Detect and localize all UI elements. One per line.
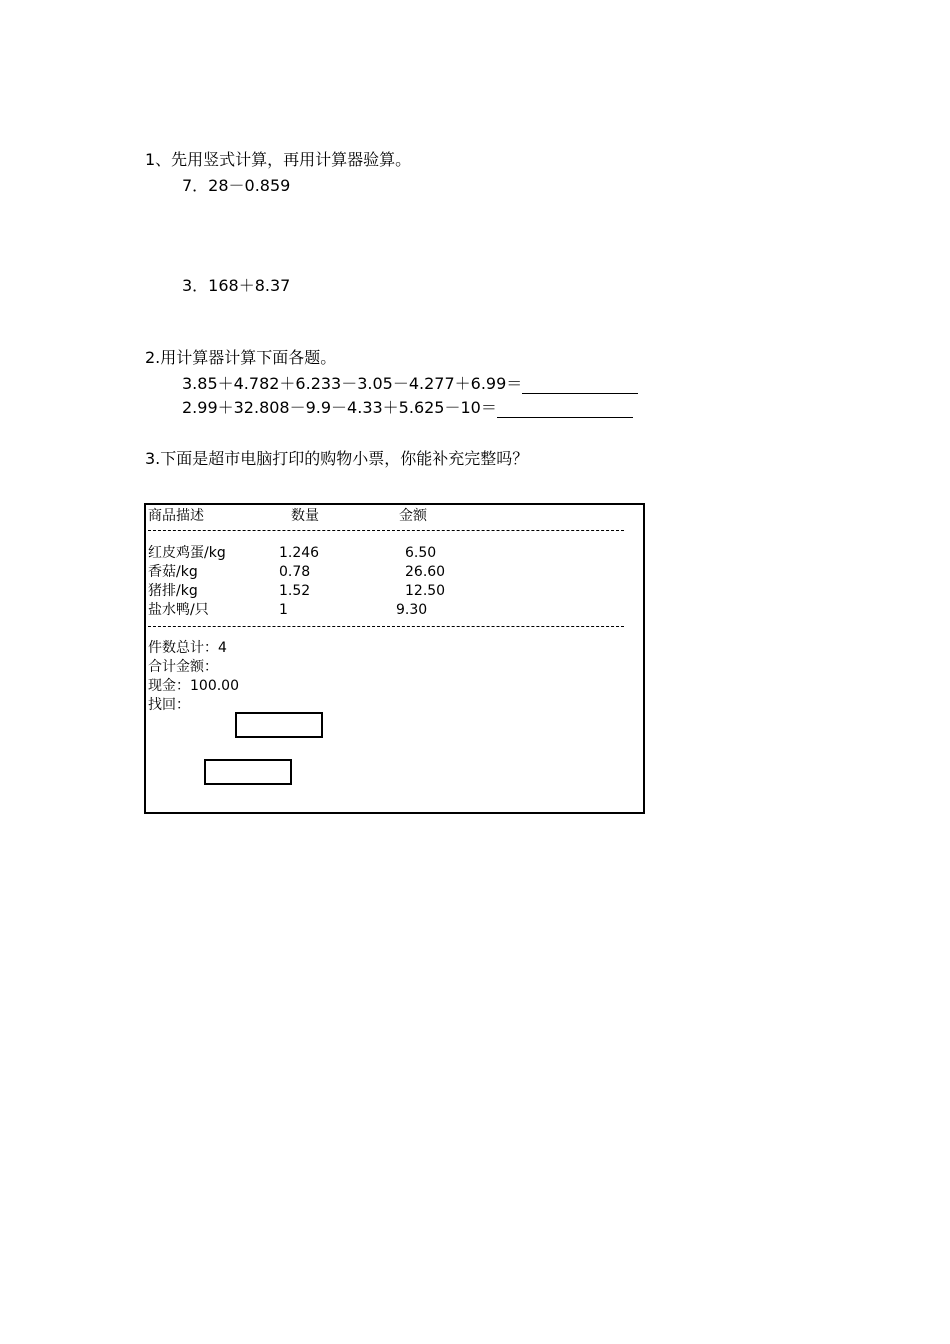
receipt-item-amount: 6.50 <box>405 545 437 561</box>
receipt-header-amount: 金额 <box>399 508 427 524</box>
receipt-item-name: 香菇/kg <box>148 564 198 580</box>
q2-expression-2: 2.99＋32.808－9.9－4.33＋5.625－10＝ <box>182 398 497 417</box>
receipt-header-quantity: 数量 <box>291 508 319 524</box>
q2-line-1 <box>182 374 638 394</box>
receipt-item-amount: 9.30 <box>396 602 428 618</box>
total-answer-box[interactable] <box>235 712 323 738</box>
receipt-item-qty: 1 <box>279 602 288 618</box>
receipt-header-item: 商品描述 <box>148 508 204 524</box>
q3-title: 3.下面是超市电脑打印的购物小票，你能补充完整吗？ <box>145 449 529 468</box>
change-answer-box[interactable] <box>204 759 292 785</box>
q1-title: 1、先用竖式计算，再用计算器验算。 <box>145 150 412 169</box>
receipt-item-qty: 1.246 <box>279 545 320 561</box>
receipt-item-qty: 0.78 <box>279 564 311 580</box>
receipt-cash: 现金：100.00 <box>148 678 239 694</box>
receipt-divider-top <box>148 530 624 531</box>
receipt-item-qty: 1.52 <box>279 583 311 599</box>
receipt-item-amount: 12.50 <box>405 583 446 599</box>
receipt-item-name: 盐水鸭/只 <box>148 602 209 618</box>
receipt-divider-bottom <box>148 626 624 627</box>
q2-expression-1: 3.85＋4.782＋6.233－3.05－4.277＋6.99＝ <box>182 374 523 393</box>
receipt-total-label: 合计金额： <box>148 659 218 675</box>
q1-expression-1: 7．28－0.859 <box>182 176 291 195</box>
q2-title: 2.用计算器计算下面各题。 <box>145 348 337 367</box>
q1-expression-2: 3．168＋8.37 <box>182 276 291 295</box>
receipt-count: 件数总计：4 <box>148 640 227 656</box>
shopping-receipt <box>144 503 645 814</box>
receipt-change-label: 找回： <box>148 697 190 713</box>
receipt-item-amount: 26.60 <box>405 564 446 580</box>
q2-answer-blank-1[interactable] <box>522 375 638 394</box>
q2-answer-blank-2[interactable] <box>497 399 633 418</box>
receipt-item-name: 猪排/kg <box>148 583 198 599</box>
q2-line-2 <box>182 398 633 418</box>
receipt-item-name: 红皮鸡蛋/kg <box>148 545 226 561</box>
